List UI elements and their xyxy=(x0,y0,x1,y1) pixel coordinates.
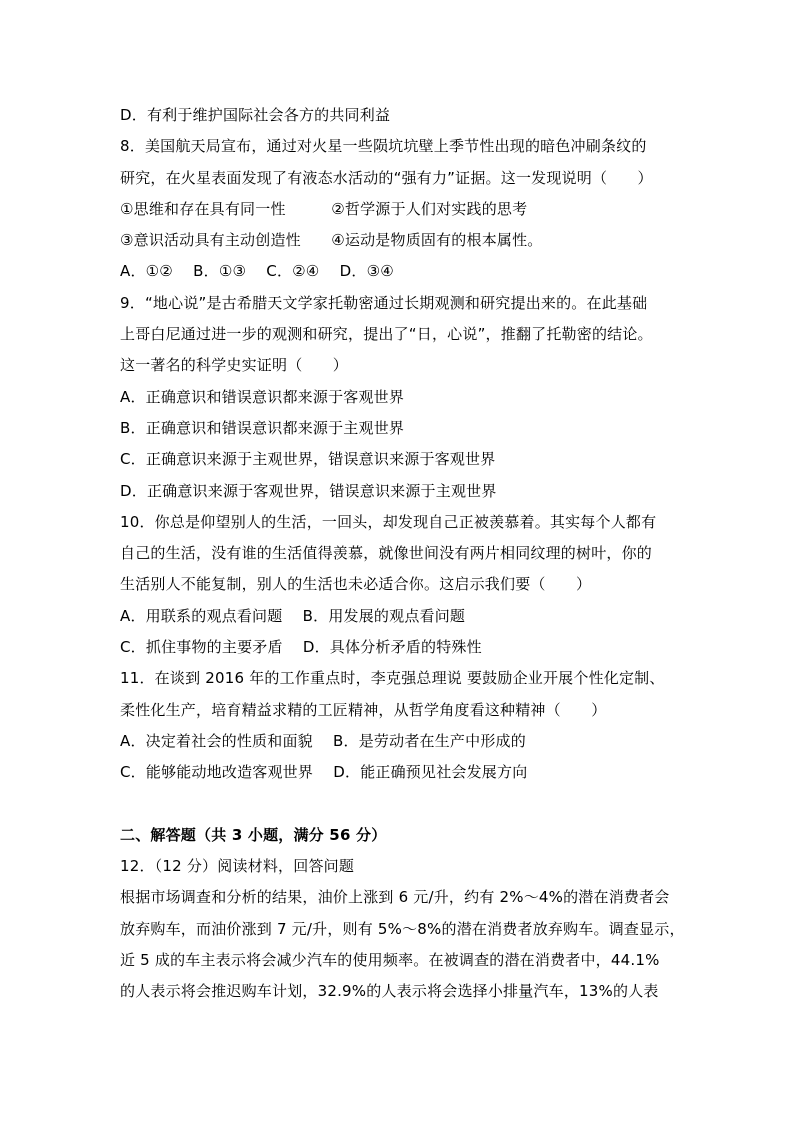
question-11-stem: 柔性化生产，培育精益求精的工匠精神，从哲学角度看这种精神（ ） xyxy=(120,700,607,719)
question-8-statements: ①思维和存在具有同一性 ②哲学源于人们对实践的思考 xyxy=(120,199,528,218)
option-d: D．有利于维护国际社会各方的共同利益 xyxy=(120,106,391,124)
question-9-option-b: B．正确意识和错误意识都来源于主观世界 xyxy=(120,418,405,437)
question-10-stem: 10．你总是仰望别人的生活，一回头，却发现自己正被羡慕着。其实每个人都有 xyxy=(120,512,657,531)
question-12-material: 根据市场调查和分析的结果，油价上涨到 6 元/升，约有 2%～4%的潜在消费者会 xyxy=(120,888,670,907)
question-10-options-cd: C．抓住事物的主要矛盾 D．具体分析矛盾的特殊性 xyxy=(120,638,482,657)
question-12-material: 放弃购车，而油价涨到 7 元/升，则有 5%～8%的潜在消费者放弃购车。调查显示， xyxy=(120,919,685,938)
question-9-option-a: A．正确意识和错误意识都来源于客观世界 xyxy=(120,387,405,406)
question-12-material: 的人表示将会推迟购车计划，32.9%的人表示将会选择小排量汽车，13%的人表 xyxy=(120,982,659,1001)
question-10-options-ab: A．用联系的观点看问题 B．用发展的观点看问题 xyxy=(120,606,466,625)
question-8-stem: 研究，在火星表面发现了有液态水活动的“强有力”证据。这一发现说明（ ） xyxy=(120,168,653,187)
question-12-material: 近 5 成的车主表示将会减少汽车的使用频率。在被调查的潜在消费者中，44.1% xyxy=(120,951,660,970)
question-9-stem: 9．“地心说”是古希腊天文学家托勒密通过长期观测和研究提出来的。在此基础 xyxy=(120,293,648,312)
question-11-options-ab: A．决定着社会的性质和面貌 B．是劳动者在生产中形成的 xyxy=(120,731,526,750)
question-8-options: A．①② B．①③ C．②④ D．③④ xyxy=(120,262,394,281)
question-8-statements: ③意识活动具有主动创造性 ④运动是物质固有的根本属性。 xyxy=(120,231,543,250)
question-9-stem: 上哥白尼通过进一步的观测和研究，提出了“日，心说”，推翻了托勒密的结论。 xyxy=(120,325,653,344)
question-9-stem: 这一著名的科学史实证明（ ） xyxy=(120,356,349,375)
question-10-stem: 生活别人不能复制，别人的生活也未必适合你。这启示我们要（ ） xyxy=(120,575,592,594)
document-page xyxy=(120,100,685,1008)
section-title: 二、解答题（共 3 小题，满分 56 分） xyxy=(120,825,387,844)
question-10-stem: 自己的生活，没有谁的生活值得羡慕，就像世间没有两片相同纹理的树叶，你的 xyxy=(120,544,653,563)
section-gap xyxy=(120,789,680,820)
question-8-stem: 8．美国航天局宣布，通过对火星一些陨坑坑壁上季节性出现的暗色冲刷条纹的 xyxy=(120,137,647,156)
question-9-option-c: C．正确意识来源于主观世界，错误意识来源于客观世界 xyxy=(120,450,496,469)
question-11-stem: 11．在谈到 2016 年的工作重点时，李克强总理说 要鼓励企业开展个性化定制、 xyxy=(120,669,665,688)
question-12-header: 12．（12 分）阅读材料，回答问题 xyxy=(120,857,355,876)
question-11-options-cd: C．能够能动地改造客观世界 D．能正确预见社会发展方向 xyxy=(120,763,528,782)
question-9-option-d: D．正确意识来源于客观世界，错误意识来源于主观世界 xyxy=(120,481,497,500)
